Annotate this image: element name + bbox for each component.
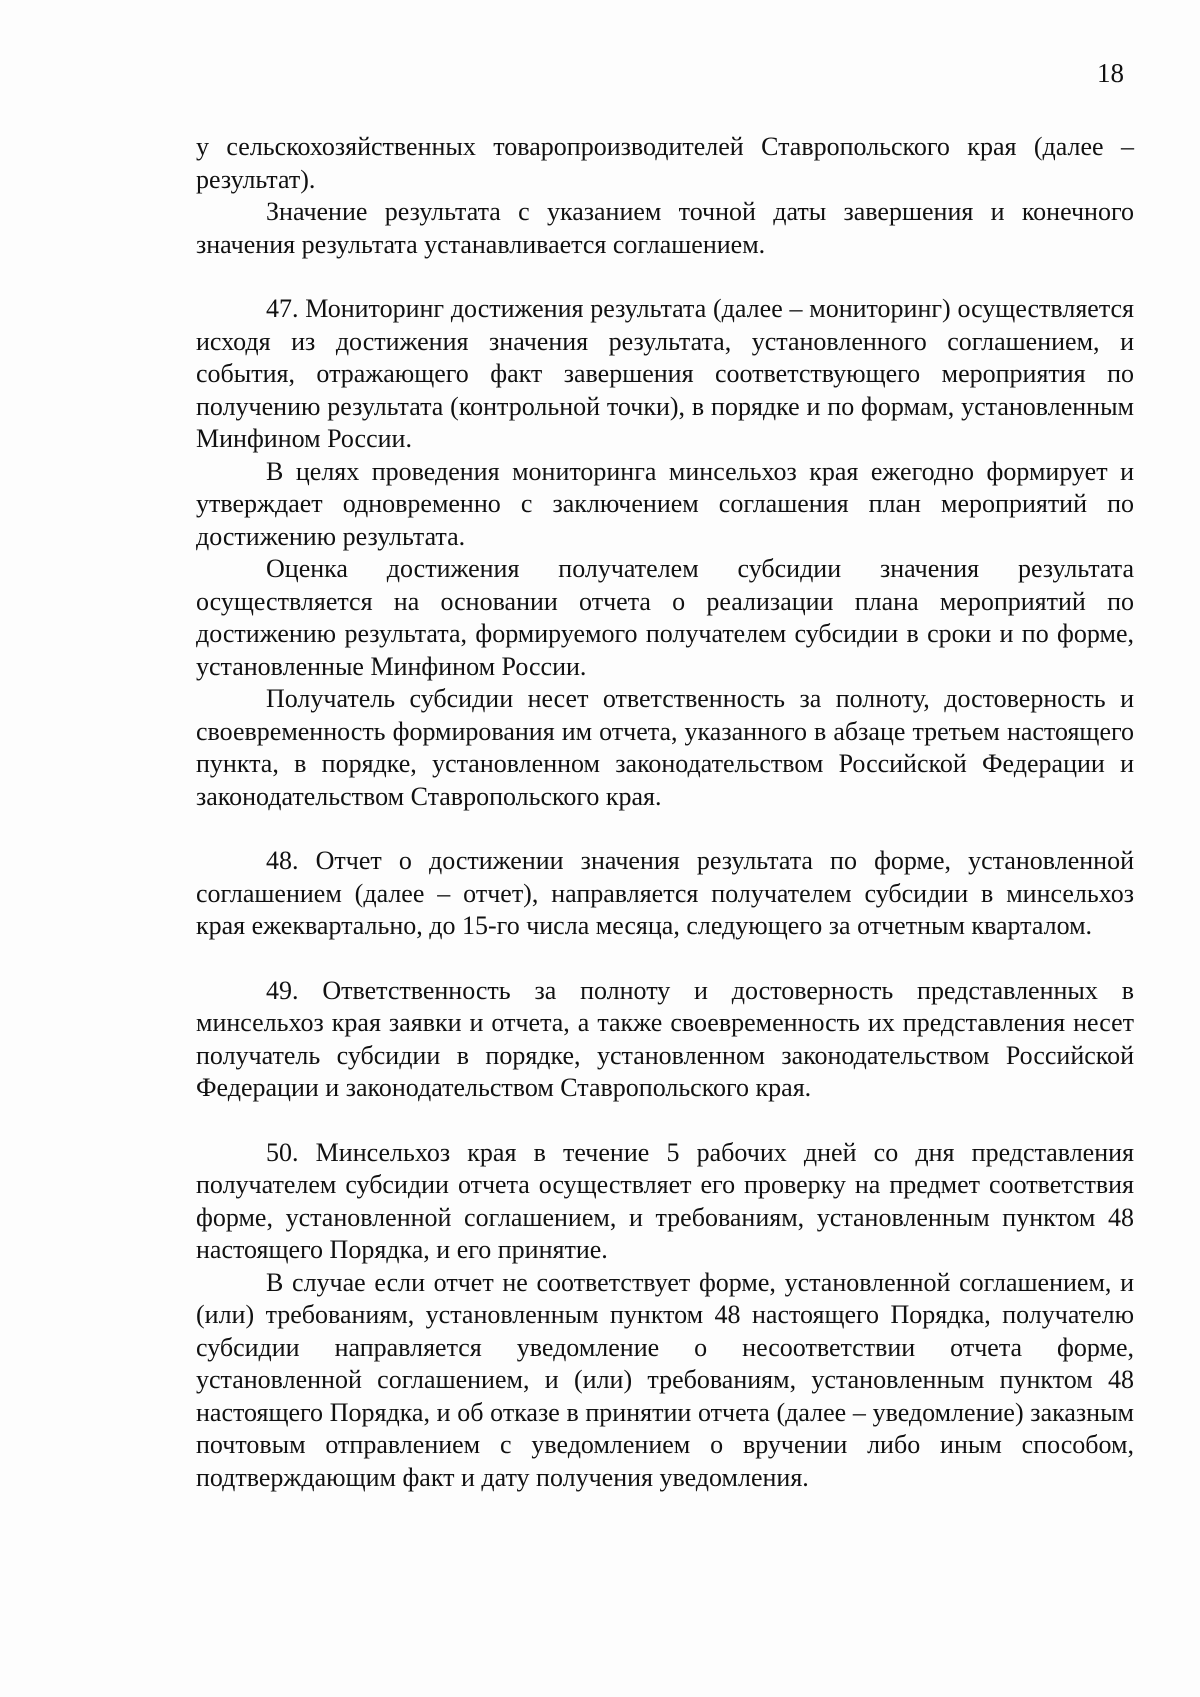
paragraph-47-evaluation: Оценка достижения получателем субсидии значения результата осуществляется на основании отчета о реализации плана мероприятий по достижению результата, формируемого получателем субсидии в сроки и по форме, установленные Минфином России. [196,554,1134,681]
document-body [196,131,1134,1494]
paragraph-48: 48. Отчет о достижении значения результата по форме, установленной соглашением (далее – отчет), направляется получателем субсидии в минсельхоз края ежеквартально, до 15-го числа месяца, следующего за отчетным кварталом. [196,846,1134,940]
paragraph-47-responsibility: Получатель субсидии несет ответственность за полноту, достоверность и своевременность формирования им отчета, указанного в абзаце третьем настоящего пункта, в порядке, установленном законодательством Российской Федерации и законодательством Ставропольского края. [196,684,1134,811]
paragraph-continuation: у сельскохозяйственных товаропроизводителей Ставропольского края (далее – результат). [196,132,1134,194]
paragraph-50: 50. Минсельхоз края в течение 5 рабочих дней со дня представления получателем субсидии отчета осуществляет его проверку на предмет соответствия форме, установленной соглашением, и требованиям, установленным пунктом 48 настоящего Порядка, и его принятие. [196,1137,1134,1264]
paragraph-47-plan: В целях проведения мониторинга минсельхоз края ежегодно формирует и утверждает одновременно с заключением соглашения план мероприятий по достижению результата. [196,456,1134,551]
paragraph-50-notice: В случае если отчет не соответствует форме, установленной соглашением, и (или) требованиям, установленным пунктом 48 настоящего Порядка, получателю субсидии направляется уведомление о несоответствии отчета форме, установленной соглашением, и (или) требованиям, установленным пунктом 48 настоящего Порядка, и об отказе в принятии отчета (далее – уведомление) заказным почтовым отправлением с уведомлением о вручении либо иным способом, подтверждающим факт и дату получения уведомления. [196,1267,1134,1492]
paragraph-result-value: Значение результата с указанием точной даты завершения и конечного значения результата устанавливается соглашением. [196,197,1134,259]
page-number: 18 [1097,58,1124,88]
paragraph-47: 47. Мониторинг достижения результата (далее – мониторинг) осуществляется исходя из достижения значения результата, установленного соглашением, и события, отражающего факт завершения соответствующего мероприятия по получению результата (контрольной точки), в порядке и по формам, установленным Минфином России. [196,294,1134,453]
paragraph-49: 49. Ответственность за полноту и достоверность представленных в минсельхоз края заявки и отчета, а также своевременность их представления несет получатель субсидии в порядке, установленном законодательством Российской Федерации и законодательством Ставропольского края. [196,975,1134,1102]
